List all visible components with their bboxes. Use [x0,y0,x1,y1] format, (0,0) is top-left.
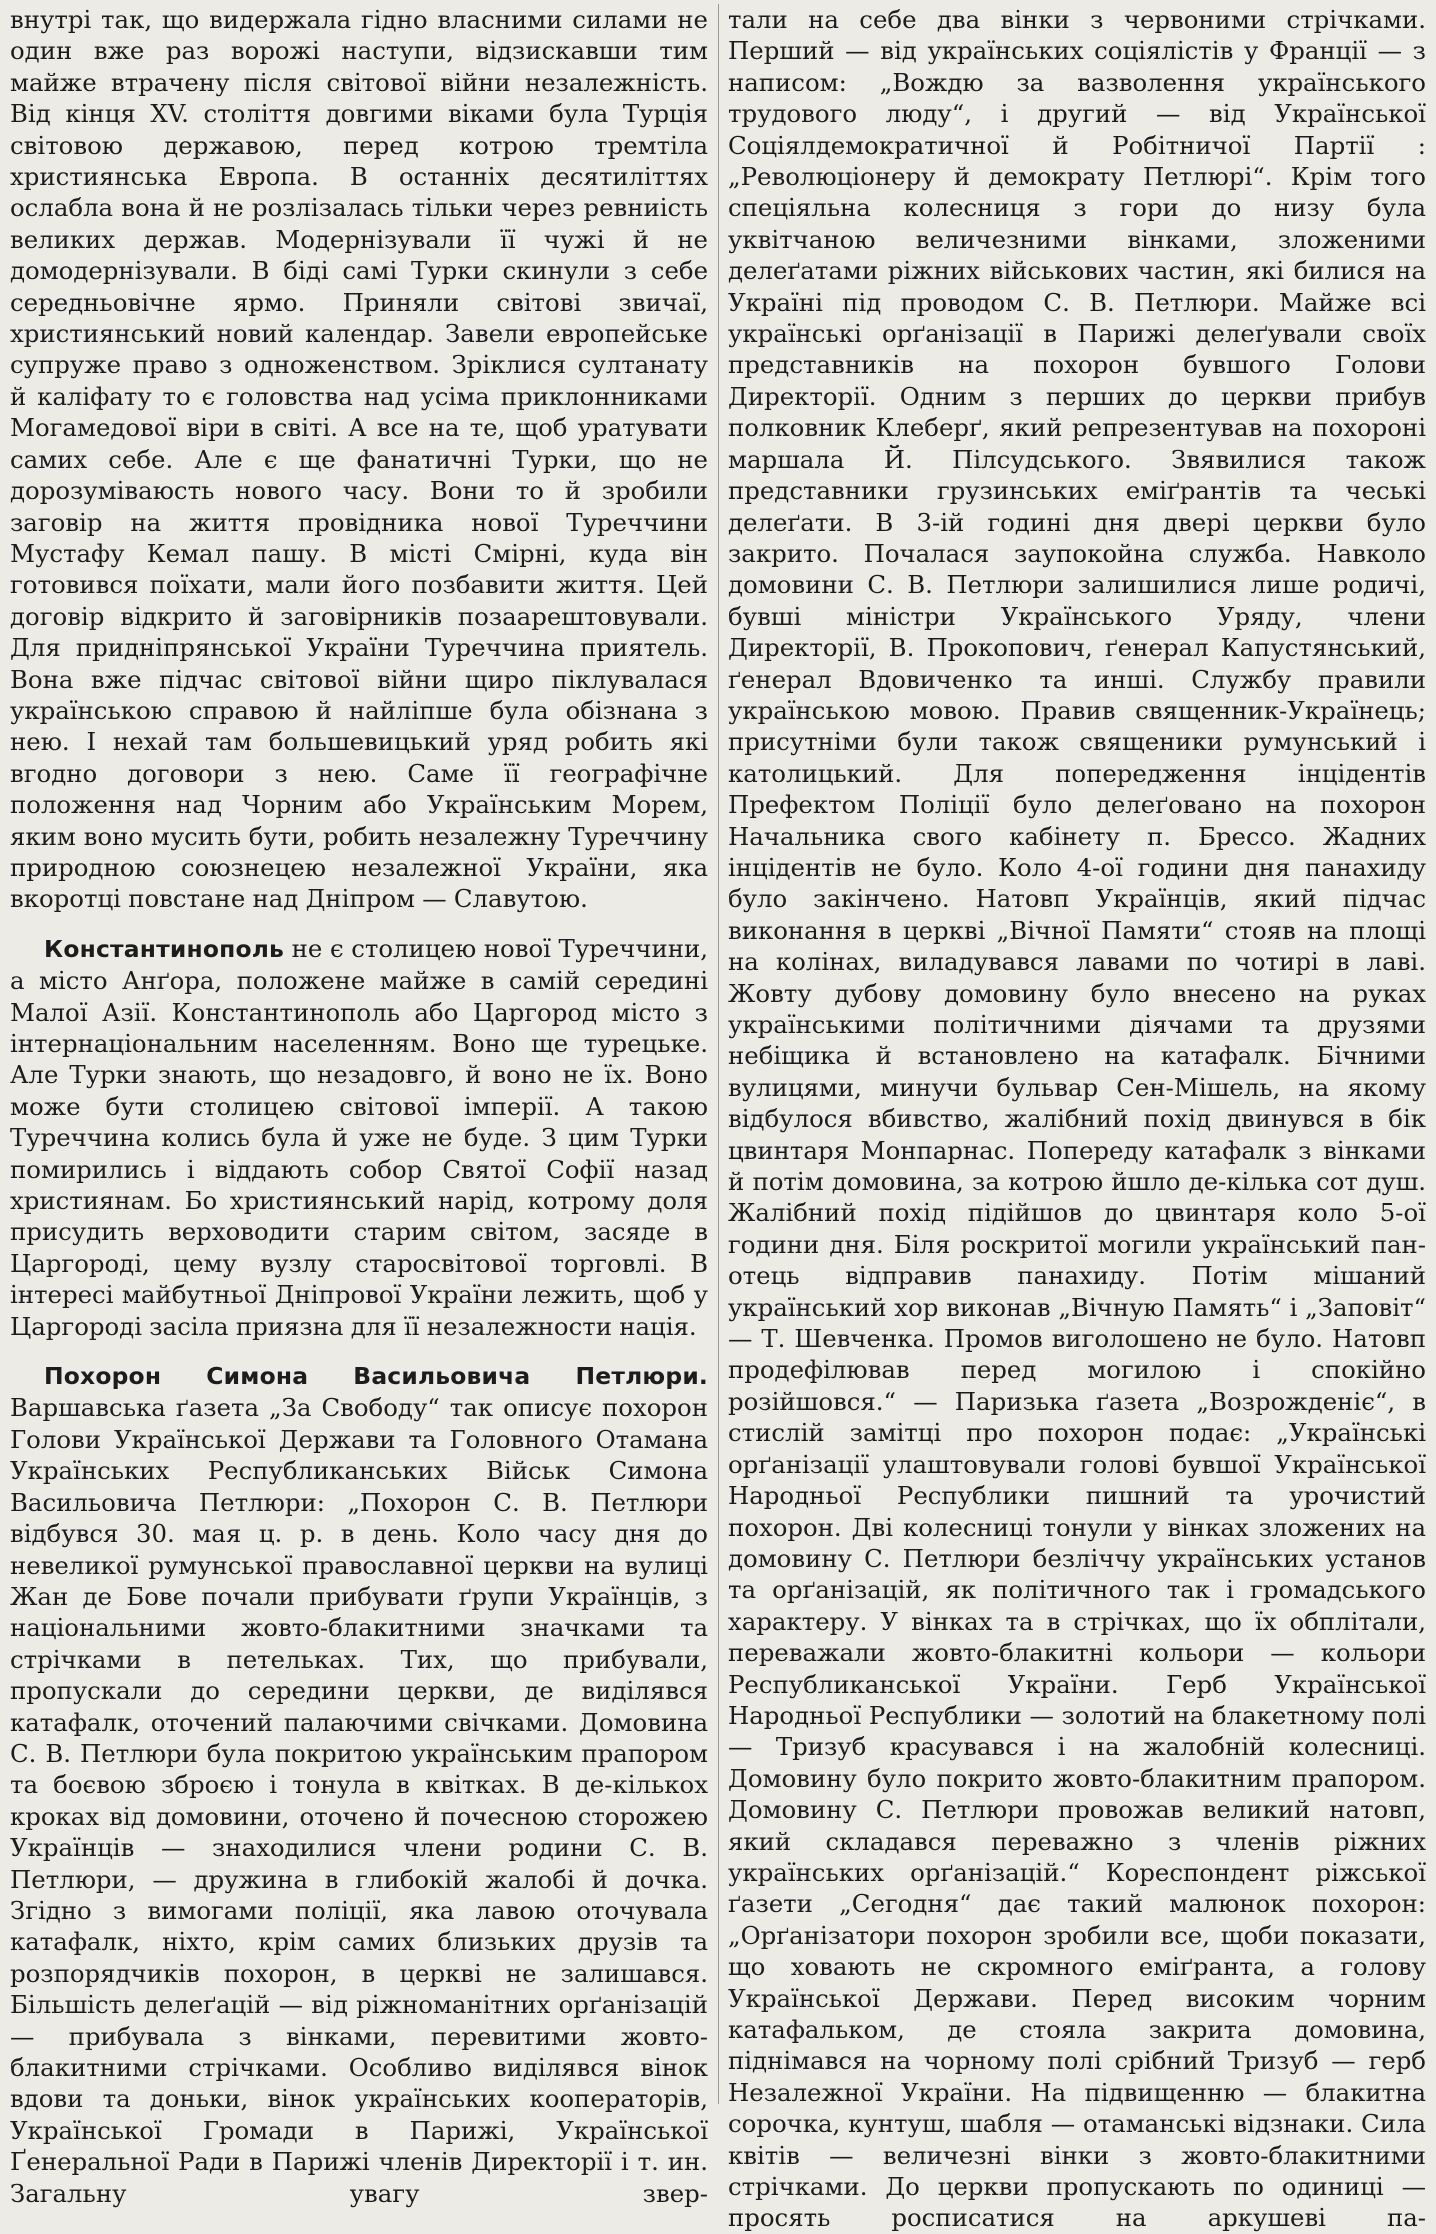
paragraph-turkey [10,4,708,915]
column-divider [718,4,719,2104]
paragraph-text: не є столицею нової Туреччини, а місто Анґора, положене майже в самій середині Малої Азії. Константинополь або Царгород місто з інтернаціональним населенням. Воно ще турецьке. Але Турки знають, що незадовго, й воно не їх. Воно може бути столицею світової імперії. А такою Туреччина колись була й уже не буде. З цим Турки помирились і віддають собор Святої Софії назад християнам. Бо християнський нарід, котрому доля присудить верховодити старим світом, засяде в Царгороді, цему вузлу старосвітової торговлі. В інтересі майбутньої Дніпрової України лежить, щоб у Царгороді засіла приязна для її незалежности нація. [10,933,708,1341]
paragraph-funeral-continued [728,4,1426,2234]
paragraph-constantinople [10,933,708,1342]
paragraph-text: Варшавська ґазета „За Свободу“ так описує похорон Голови Української Держави та Головного Отамана Українських Республиканських Військ Симона Васильовича Петлюри: „Похорон С. В. Петлюри відбувся 30. мая ц. р. в день. Коло часу дня до невеликої румунської православної церкви на вулиці Жан де Бове почали прибувати ґрупи Українців, з національними жовто-блакитними значками та стрічками в петельках. Тих, що прибували, пропускали до середини церкви, де виділявся катафалк, оточений палаючими свічками. Домовина С. В. Петлюри була покритою українським прапором та боєвою зброєю і тонула в квітках. В де-кількох кроках від домовини, оточено й почесною сторожею Українців — знаходилися члени родини С. В. Петлюри, — дружина в глибокій жалобі й дочка. Згідно з вимогами поліції, яка лавою оточувала катафалк, ніхто, крім самих близьких друзів та розпорядчиків похорон, в церкві не залишався. Більшість делеґацій — від ріжноманітних орґанізацій — прибувала з вінками, перевитими жовто-блакитними стрічками. Особливо виділявся вінок вдови та доньки, вінок українських кооператорів, Української Громади в Парижі, Української Ґенеральної Ради в Парижі членів Директорії і т. ин. Загальну увагу звер- [10,1393,708,2208]
paragraph-heading: Похорон Симона Васильовича Петлюри. [44,1362,708,1391]
section-gap [10,915,708,933]
paragraph-heading: Константинополь [44,934,285,963]
left-column [10,4,708,2208]
paragraph-text: внутрі так, що видержала гідно власними силами не один вже раз ворожі наступи, відзискавши тим майже втрачену після світової війни незалежність. Від кінця XV. століття довгими віками була Турція світовою державою, перед котрою тремтіла християнська Европа. В останніх десятиліттях ослабла вона й не розлізалась тільки через ревниість великих держав. Модернізували її чужі й не домодернізували. В біді самі Турки скинули з себе середньовічне ярмо. Приняли світові звичаї, християнський новий календар. Завели европейське супруже право з одноженством. Зріклися султанату й каліфату то є головства над усіма приклонниками Могамедової віри в світі. А все на те, щоб уратувати самих себе. Але є ще фанатичні Турки, що не дорозуміваюсть нового часу. Вони то й зробили заговір на життя провідника нової Туреччини Мустафу Кемал пашу. В місті Смірні, куда він готовився поїхати, мали його позбавити життя. Цей договір відкрито й заговірників позаарештовували. Для придніпрянської України Туреччина приятель. Вона вже підчас світової війни щиро піклувалася українською справою й найліпше була обізнана з нею. І нехай там большевицький уряд робить які вгодно договори з нею. Саме її географічне положення над Чорним або Українським Морем, яким воно мусить бути, робить незалежну Туреччину природною союзнецею незалежної України, яка вкоротці повстане над Дніпром — Славутою. [10,5,708,914]
paragraph-funeral [10,1360,708,2209]
right-column [728,4,1426,2233]
section-gap [10,1342,708,1360]
paragraph-text: тали на себе два вінки з червоними стрічками. Перший — від українських соціялістів у Франції — з написом: „Вождю за вазволення українського трудового люду“, і другий — від Української Соціялдемократичної й Робітничої Партії : „Революціонеру й демократу Петлюрі“. Крім того спеціяльна колесниця з гори до низу була уквітчаною величезними вінками, зложеними делеґатами ріжних військових частин, які билися на Україні під проводом С. В. Петлюри. Майже всі українські орґанізації в Парижі делеґували своїх представників на похорон бувшого Голови Директорії. Одним з перших до церкви прибув полковник Клеберґ, який репрезентував на похороні маршала Й. Пілсудського. Звявилися також представники грузинських еміґрантів та чеські делеґати. В 3-ій годині дня двері церкви було закрито. Почалася заупокойна служба. Навколо домовини С. В. Петлюри залишилися лише родичі, бувші міністри Українського Уряду, члени Директорії, В. Прокопович, ґенерал Капустянський, ґенерал Вдовиченко та инші. Службу правили українською мовою. Правив священник-Українець; присутніми були також священики румунський і католицький. Для попередження інцідентів Префектом Поліції було делеґовано на похорон Начальника свого кабінету п. Брессо. Жадних інцідентів не було. Коло 4-ої години дня панахиду було закінчено. Натовп Українців, який підчас виконання в церкві „Вічної Памяти“ стояв на площі на колінах, виладувався лавами по чотирі в лаві. Жовту дубову домовину було внесено на руках українськими політичними діячами та друзями небіщика й встановлено на катафалк. Бічними вулицями, минучи бульвар Сен-Мішель, на якому відбулося вбивство, жалібний похід двинувся в бік цвинтаря Монпарнас. Попереду катафалк з вінками й потім домовина, за котрою йшло де-кілька сот душ. Жалібний похід підійшов до цвинтаря коло 5-ої години дня. Біля роскритої могили український пан-отець відправив панахиду. Потім мішаний український хор виконав „Вічную Память“ і „Заповіт“ — Т. Шевченка. Промов виголошено не було. Натовп продефілював перед могилою і спокійно розійшовся.“ — Паризька ґазета „Возрожденіє“, в стислій замітці про похорон подає: „Українські орґанізації улаштовували голові бувшої Української Народньої Республики пишний та урочистий похорон. Дві колесниці тонули у вінках зложених на домовину С. Петлюри безліччу українських установ та орґанізацій, як політичного так і громадського характеру. У вінках та в стрічках, що їх обплітали, переважали жовто-блакитні кольори — кольори Республиканської України. Герб Української Народньої Республики — золотий на блакетному полі — Тризуб красувався і на жалобній колесниці. Домовину було покрито жовто-блакитним прапором. Домовину С. Петлюри провожав великий натовп, який складався переважно з членів ріжних українських орґанізацій.“ Кореспондент ріжської ґазети „Сегодня“ дає такий малюнок похорон: „Орґанізатори похорон зробили все, щоби показати, що ховають не скромного еміґранта, а голову Української Держави. Перед високим чорним катафальком, де стояла закрита домовина, піднімався на чорному полі срібний Тризуб — герб Незалежної України. На підвищенню — блакитна сорочка, кунтуш, шабля — отаманські відзнаки. Сила квітів — величезні вінки з жовто-блакитними стрічками. До церкви пропускають по одиниці — просять росписатися на аркушеві па- [728,5,1426,2233]
